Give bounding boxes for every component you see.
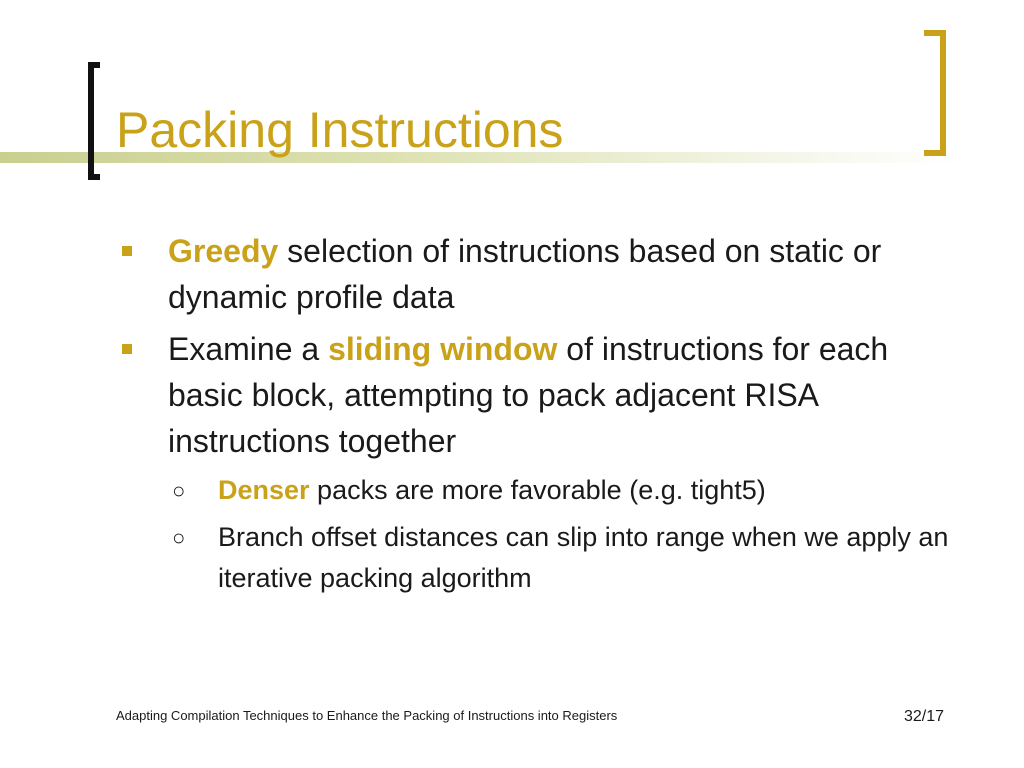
circle-bullet-icon: ○ <box>172 525 186 550</box>
sub-bullet-text: packs are more favorable (e.g. tight5) <box>309 475 766 505</box>
bullet-highlight: sliding window <box>328 331 558 367</box>
right-bracket-decoration <box>924 30 946 156</box>
bullet-text-before: Examine a <box>168 331 329 367</box>
page-number: 32/17 <box>904 708 945 725</box>
slide-title: Packing Instructions <box>116 102 564 158</box>
sub-bullet-highlight: Denser <box>218 475 310 505</box>
square-bullet-icon <box>122 344 132 354</box>
sub-bullet-denser <box>110 470 970 511</box>
bullet-sliding-window <box>110 326 970 464</box>
circle-bullet-icon: ○ <box>172 478 186 503</box>
slide-content <box>110 228 970 605</box>
footer-text: Adapting Compilation Techniques to Enhance the Packing of Instructions into Registers <box>116 708 618 723</box>
sub-bullet-text: Branch offset distances can slip into range when we apply an iterative packing algorithm <box>218 522 949 593</box>
sub-bullet-branch-offset <box>110 517 970 599</box>
square-bullet-icon <box>122 246 132 256</box>
bullet-greedy <box>110 228 970 320</box>
bullet-highlight: Greedy <box>168 233 279 269</box>
bullet-text: selection of instructions based on static or dynamic profile data <box>168 233 882 315</box>
bullet-text-after: of instructions for each basic block, attempting to pack adjacent RISA instructions together <box>168 331 889 459</box>
left-bracket-decoration <box>88 62 100 180</box>
